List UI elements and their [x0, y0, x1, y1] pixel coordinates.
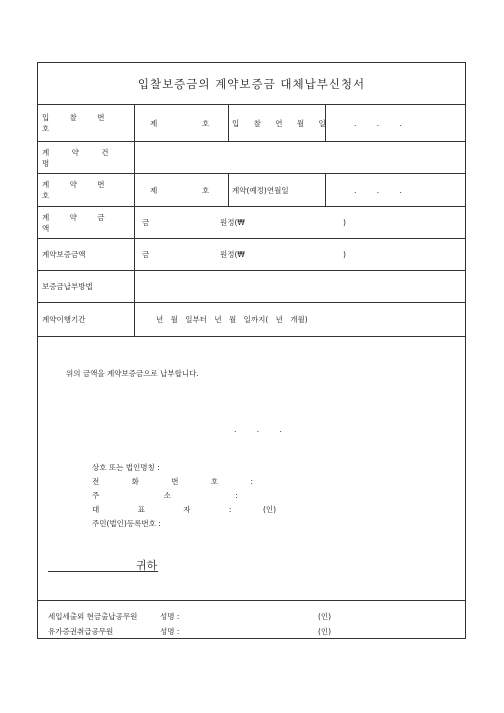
- cash-officer-label: 세입세출외 현금출납공무원: [48, 612, 138, 621]
- reg-line: [92, 518, 161, 529]
- bid-date-value: . . .: [354, 118, 411, 128]
- row-contract-amount: [38, 207, 465, 239]
- officer-divider: [38, 600, 465, 601]
- bid-no-prefix: 제: [150, 118, 158, 128]
- row-period: [38, 303, 465, 337]
- securities-officer-seal: (인): [318, 627, 332, 636]
- recipient-underline: [48, 571, 158, 572]
- application-form: [37, 62, 466, 639]
- period-value: 년 월 일부터 년 월 일까지( 년 개월): [156, 315, 308, 324]
- contract-amount-prefix: 금: [142, 218, 150, 227]
- phone-line: [92, 476, 268, 487]
- bid-date-label: 입 찰 연 월 일: [232, 118, 332, 128]
- contract-name-label: 계 약 건 명: [42, 147, 119, 168]
- bid-no-suffix: 호: [202, 118, 210, 128]
- deposit-amount-label: 계약보증금액: [42, 250, 86, 259]
- date-dots: . . .: [234, 425, 291, 434]
- statement-text: 위의 금액을 계약보증금으로 납부합니다.: [66, 369, 199, 378]
- payment-method-label: 보증금납부방법: [42, 282, 93, 291]
- company-label: 상호 또는 법인명칭 :: [92, 463, 160, 472]
- deposit-amount-prefix: 금: [142, 250, 150, 259]
- company-line: [92, 462, 160, 473]
- securities-officer-name-label: 성명 :: [160, 627, 180, 636]
- contract-date-label: 계약(예정)연월일: [232, 185, 289, 195]
- contract-amount-won: 원정(₩: [220, 218, 245, 227]
- cash-officer-name-label: 성명 :: [160, 612, 180, 621]
- rep-label: 대 표 자 :: [92, 505, 250, 514]
- bid-no-label: 입 찰 번 호: [42, 113, 114, 133]
- contract-no-label: 계 약 번 호: [42, 180, 114, 200]
- contract-date-value: . . .: [354, 185, 411, 195]
- phone-label: 전 화 번 호 :: [92, 477, 269, 486]
- row-payment-method: [38, 271, 465, 303]
- contract-amount-label: 계 약 금 액: [42, 212, 114, 233]
- form-title: 입찰보증금의 계약보증금 대체납부신청서: [38, 63, 465, 105]
- rep-seal: (인): [263, 505, 277, 514]
- contract-amount-close: ): [343, 218, 346, 227]
- address-line: [92, 490, 238, 501]
- contract-no-suffix: 호: [202, 185, 210, 195]
- row-deposit-amount: [38, 239, 465, 271]
- cash-officer-seal: (인): [318, 612, 332, 621]
- address-label: 주 소 :: [92, 491, 238, 500]
- deposit-amount-close: ): [343, 250, 346, 259]
- deposit-amount-won: 원정(₩: [220, 250, 245, 259]
- row-bid: [38, 105, 465, 142]
- securities-officer-label: 유가증권취급공무원: [48, 627, 114, 636]
- period-label: 계약이행기간: [42, 315, 86, 324]
- rep-line: [92, 504, 249, 515]
- row-contract-name: [38, 142, 465, 174]
- reg-label: 주민(법인)등록번호 :: [92, 519, 161, 528]
- contract-no-prefix: 제: [150, 185, 158, 195]
- row-contract-no: [38, 174, 465, 207]
- recipient-text: 귀하: [136, 559, 158, 572]
